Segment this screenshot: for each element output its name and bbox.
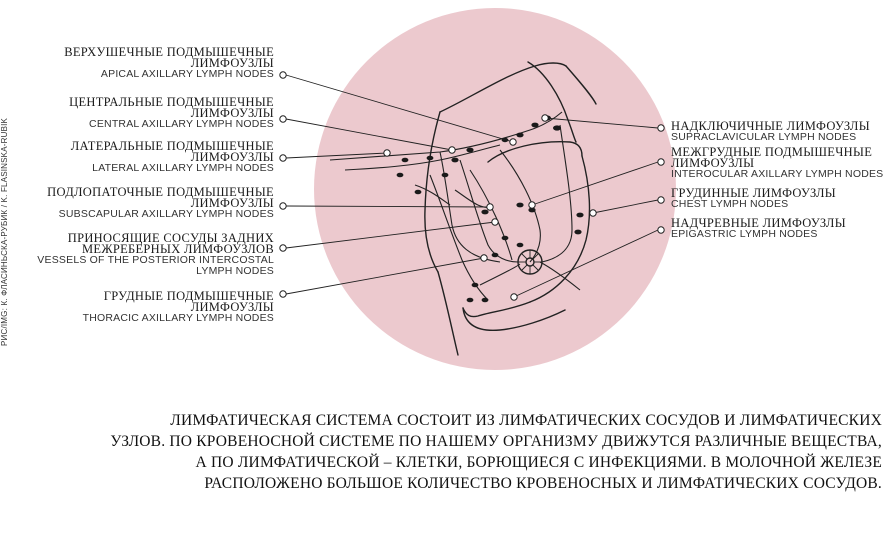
image-credit: РИС/IMG: К. ФЛАСИНЬСКА-РУБИК / K. FLASINSKA-RUBIK: [0, 117, 9, 347]
caption: [18, 410, 882, 494]
label-en-line1: SUBSCAPULAR AXILLARY LYMPH NODES: [58, 208, 274, 220]
label-ru-line1: ВЕРХУШЕЧНЫЕ ПОДМЫШЕЧНЫЕ: [64, 45, 274, 59]
label-en-line1: CHEST LYMPH NODES: [671, 198, 789, 210]
label-ru-line2: ЛИМФОУЗЛЫ: [671, 156, 755, 170]
label-en-line1: INTEROCULAR AXILLARY LYMPH NODES: [671, 168, 884, 180]
label-en-line1: APICAL AXILLARY LYMPH NODES: [100, 68, 274, 80]
label-central-axillary: [69, 97, 274, 130]
label-ru-line1: ЦЕНТРАЛЬНЫЕ ПОДМЫШЕЧНЫЕ: [69, 95, 274, 109]
label-lateral-axillary: [71, 141, 274, 174]
label-subscapular-axillary: [47, 187, 274, 220]
caption-line: А ПО ЛИМФАТИЧЕСКОЙ – КЛЕТКИ, БОРЮЩИЕСЯ С ИНФЕКЦИЯМИ. В МОЛОЧНОЙ ЖЕЛЕЗЕ: [195, 454, 882, 471]
label-ru-line2: ЛИМФОУЗЛЫ: [190, 56, 274, 70]
label-en-line1: LATERAL AXILLARY LYMPH NODES: [92, 162, 274, 174]
label-en-line1: THORACIC AXILLARY LYMPH NODES: [82, 312, 274, 324]
label-ru-line1: ГРУДНЫЕ ПОДМЫШЕЧНЫЕ: [103, 289, 274, 303]
label-intercostal-vessels: [37, 233, 274, 277]
label-ru-line2: ЛИМФОУЗЛЫ: [190, 300, 274, 314]
label-en-line1: VESSELS OF THE POSTERIOR INTERCOSTAL: [37, 254, 274, 266]
label-ru-line1: ПОДЛОПАТОЧНЫЕ ПОДМЫШЕЧНЫЕ: [47, 185, 274, 199]
label-ru-line2: ЛИМФОУЗЛЫ: [190, 196, 274, 210]
caption-line: УЗЛОВ. ПО КРОВЕНОСНОЙ СИСТЕМЕ ПО НАШЕМУ ОРГАНИЗМУ ДВИЖУТСЯ РАЗЛИЧНЫЕ ВЕЩЕСТВА,: [110, 433, 882, 450]
caption-line: ЛИМФАТИЧЕСКАЯ СИСТЕМА СОСТОИТ ИЗ ЛИМФАТИЧЕСКИХ СОСУДОВ И ЛИМФАТИЧЕСКИХ: [170, 412, 882, 429]
label-ru-line1: ЛАТЕРАЛЬНЫЕ ПОДМЫШЕЧНЫЕ: [70, 139, 274, 153]
label-chest: [671, 188, 836, 210]
label-ru-line2: ЛИМФОУЗЛЫ: [190, 106, 274, 120]
background-circle: [314, 8, 676, 370]
label-ru-line2: МЕЖРЕБЕРНЫХ ЛИМФОУЗЛОВ: [81, 242, 274, 256]
label-interpectoral-axillary: [671, 147, 883, 180]
label-apical-axillary: [64, 47, 274, 80]
caption-line: РАСПОЛОЖЕНО БОЛЬШОЕ КОЛИЧЕСТВО КРОВЕНОСНЫХ И ЛИМФАТИЧЕСКИХ СОСУДОВ.: [204, 475, 882, 492]
label-ru-line1: МЕЖГРУДНЫЕ ПОДМЫШЕЧНЫЕ: [671, 145, 873, 159]
label-ru-line1: ГРУДИННЫЕ ЛИМФОУЗЛЫ: [671, 186, 837, 200]
label-en-line1: EPIGASTRIC LYMPH NODES: [671, 228, 818, 240]
label-ru-line1: НАДКЛЮЧИЧНЫЕ ЛИМФОУЗЛЫ: [671, 119, 870, 133]
label-ru-line2: ЛИМФОУЗЛЫ: [190, 150, 274, 164]
label-epigastric: [671, 218, 846, 240]
label-en-line2: LYMPH NODES: [196, 265, 274, 277]
label-en-line1: SUPRACLAVICULAR LYMPH NODES: [671, 131, 857, 143]
label-thoracic-axillary: [83, 291, 274, 324]
label-ru-line1: НАДЧРЕВНЫЕ ЛИМФОУЗЛЫ: [671, 216, 846, 230]
label-ru-line1: ПРИНОСЯЩИЕ СОСУДЫ ЗАДНИХ: [67, 231, 274, 245]
label-supraclavicular: [671, 121, 870, 143]
label-en-line1: CENTRAL AXILLARY LYMPH NODES: [89, 118, 274, 130]
